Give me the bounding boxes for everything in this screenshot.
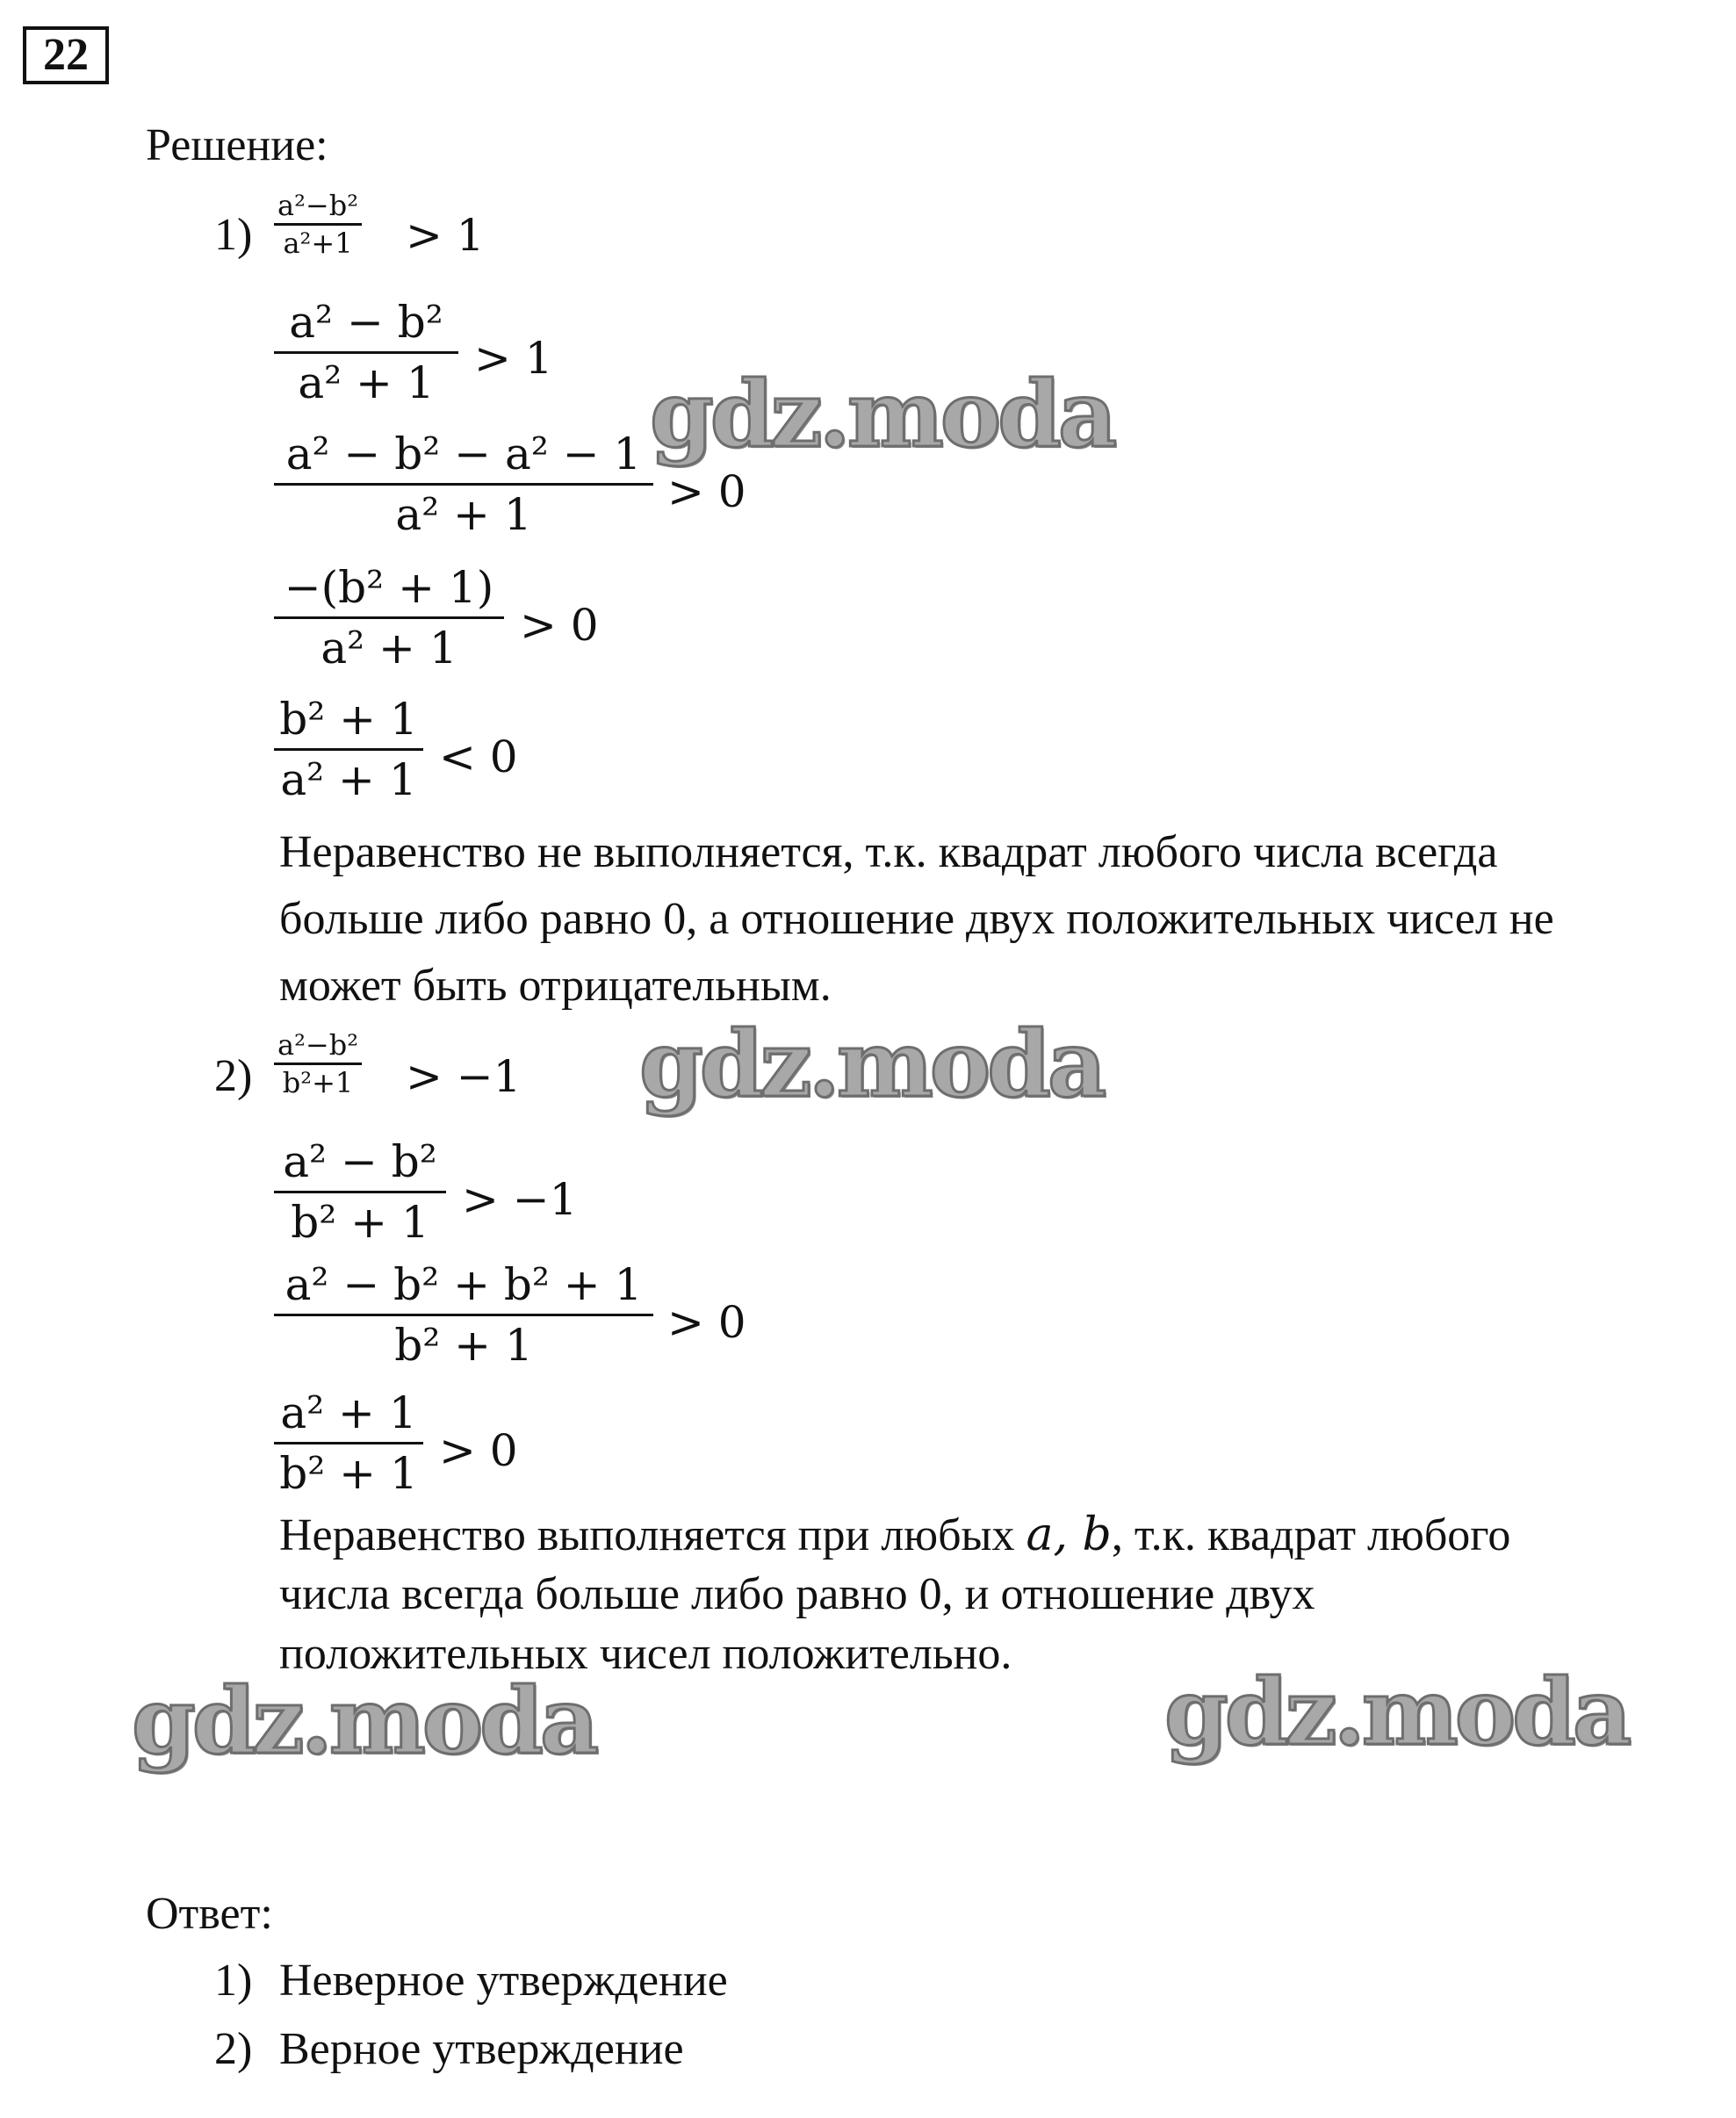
- explanation-text: Неравенство выполняется при любых: [279, 1510, 1026, 1560]
- part2-header-relation: > −1: [406, 1051, 522, 1102]
- part2-step2-relation: > 0: [667, 1297, 746, 1348]
- fraction-denominator: a²+1: [283, 227, 353, 260]
- fraction-denominator: a² + 1: [321, 623, 457, 674]
- answer-item-1-index: 1): [214, 1956, 253, 2006]
- explanation-text: , т.к. квадрат любого: [1111, 1510, 1511, 1560]
- part1-header-fraction: [274, 188, 362, 261]
- part1-explanation-line2: больше либо равно 0, а отношение двух положительных чисел не: [279, 894, 1554, 944]
- watermark: gdz.moda: [1164, 1658, 1629, 1766]
- part1-explanation-line1: Неравенство не выполняется, т.к. квадрат любого числа всегда: [279, 827, 1498, 877]
- fraction-numerator: a²−b²: [277, 189, 359, 222]
- fraction-denominator: b² + 1: [291, 1197, 429, 1248]
- solution-label: Решение:: [146, 120, 328, 170]
- part1-step4-fraction: [274, 690, 423, 809]
- part1-step4-relation: < 0: [439, 731, 518, 782]
- fraction-numerator: −(b² + 1): [284, 562, 494, 613]
- fraction-numerator: a² − b²: [283, 1136, 437, 1187]
- part2-explanation-line2: числа всегда больше либо равно 0, и отношение двух: [279, 1569, 1315, 1619]
- part1-header-relation: > 1: [406, 210, 485, 261]
- fraction-denominator: a² + 1: [280, 754, 417, 805]
- explanation-variables: a, b: [1026, 1509, 1112, 1561]
- fraction-numerator: b² + 1: [279, 694, 418, 745]
- fraction-denominator: b² + 1: [394, 1320, 533, 1371]
- part2-step3-relation: > 0: [439, 1425, 518, 1476]
- part1-index: 1): [214, 210, 253, 260]
- part2-index: 2): [214, 1051, 253, 1101]
- part2-step2-fraction: [274, 1256, 653, 1374]
- fraction-numerator: a²−b²: [277, 1028, 359, 1062]
- part2-header-fraction: [274, 1027, 362, 1100]
- fraction-denominator: b² + 1: [279, 1448, 418, 1499]
- part1-step3-fraction: [274, 558, 504, 677]
- part1-explanation-line3: может быть отрицательным.: [279, 961, 832, 1011]
- watermark: gdz.moda: [639, 1010, 1104, 1118]
- part2-explanation-line1: [279, 1503, 1510, 1567]
- part1-step2-fraction: [274, 425, 653, 544]
- fraction-denominator: b²+1: [282, 1066, 354, 1099]
- part2-explanation-line3: положительных чисел положительно.: [279, 1629, 1012, 1679]
- fraction-numerator: a² − b² + b² + 1: [285, 1259, 643, 1310]
- fraction-denominator: a² + 1: [395, 489, 532, 540]
- fraction-numerator: a² + 1: [280, 1387, 417, 1438]
- watermark: gdz.moda: [132, 1667, 596, 1775]
- answer-item-1-text: Неверное утверждение: [279, 1956, 728, 2006]
- fraction-numerator: a² − b²: [289, 297, 443, 348]
- part1-step3-relation: > 0: [520, 600, 599, 651]
- watermark: gdz.moda: [650, 360, 1114, 468]
- fraction-denominator: a² + 1: [298, 357, 435, 408]
- part2-step3-fraction: [274, 1384, 423, 1502]
- part1-step2-relation: > 0: [667, 466, 746, 517]
- fraction-numerator: a² − b² − a² − 1: [285, 429, 642, 479]
- part2-step1-fraction: [274, 1133, 446, 1251]
- answer-item-2-index: 2): [214, 2024, 253, 2074]
- answer-label: Ответ:: [146, 1889, 273, 1939]
- part2-step1-relation: > −1: [462, 1174, 578, 1225]
- part1-step1-relation: > 1: [474, 333, 553, 384]
- part1-step1-fraction: [274, 293, 458, 412]
- answer-item-2-text: Верное утверждение: [279, 2024, 684, 2074]
- problem-number: 22: [23, 26, 109, 84]
